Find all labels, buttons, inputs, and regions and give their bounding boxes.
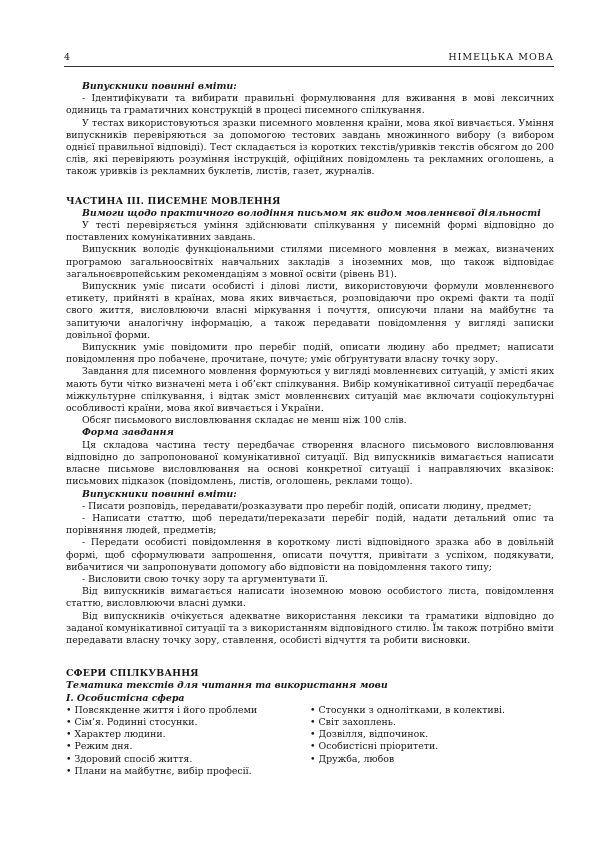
list-item: • Дозвілля, відпочинок.	[310, 729, 429, 741]
paragraph-reading-tests: У тестах використовуються зразки писемного мовлення країни, мова якої вивчається. Уміння випускників перевіряються за допомогою тестових завдань множинного вибору (з вибором однієї правильної відповіді). Тест складається із коротких текстів/уривків текстів обсягом до 200 слів, які перевіряють розуміння інструкцій, офіційних повідомлень та рекламних оголошень, а також уривків із рекламних буклетів, листів, газет, журналів.	[66, 117, 554, 178]
topics-column-left	[66, 705, 310, 778]
skills-item: - Передати особисті повідомлення в короткому листі відповідного зразка або в довільній формі, щоб сформулювати запрошення, описати почуття, привітати з успіхом, подякувати, вибачитися чи запропонувати допомогу або відповісти на повідомлення такого типу;	[66, 537, 554, 573]
running-title: НІМЕЦЬКА МОВА	[448, 52, 554, 63]
list-item: • Здоровий спосіб життя.	[66, 753, 193, 765]
list-item: • Сім’я. Родинні стосунки.	[66, 716, 198, 728]
list-item: • Повсякденне життя і його проблеми	[66, 704, 258, 716]
list-item: • Особистісні пріоритети.	[310, 741, 439, 753]
page-content	[66, 81, 554, 778]
list-item: • Стосунки з однолітками, в колективі.	[310, 704, 505, 716]
list-item: • Плани на майбутнє, вибір професії.	[66, 765, 252, 777]
paragraph: Випускник уміє писати особисті і ділові листи, використовуючи формули мовленнєвого етикету, прийняті в країнах, мова яких вивчається, розповідаючи про окремі факти та події свого життя, висловлюючи власні міркування і почуття, описуючи плани на майбутнє та запитуючи аналогічну інформацію, а також передавати повідомлення у вигляді записки довільної форми.	[66, 281, 554, 341]
paragraph: У тесті перевіряється уміння здійснювати спілкування у писемній формі відповідно до поставлених комунікативних завдань.	[66, 220, 554, 244]
paragraph: Від випускників очікується адекватне використання лексики та граматики відповідно до заданої комунікативної ситуації та з використанням відповідного стилю. Їм також потрібно вміти передавати власну точку зору, ставлення, особисті відчуття та робити висновки.	[66, 610, 554, 646]
paragraph: Випускник володіє функціональними стилями писемного мовлення в межах, визначених програмою загальноосвітніх навчальних закладів з іноземних мов, що також відповідає загальноєвропейським рекомендаціям з мовної освіти (рівень B1).	[66, 244, 554, 280]
paragraph: Від випускників вимагається написати іноземною мовою особистого листа, повідомлення статтю, висловлюючи власні думки.	[66, 586, 554, 610]
section-subtitle-spheres: Тематика текстів для читання та використання мови	[66, 680, 388, 692]
skills-heading-writing: Випускники повинні вміти:	[82, 488, 237, 500]
skills-item: - Написати статтю, щоб передати/переказати перебіг подій, надати детальний опис та порівняння людей, предметів;	[66, 512, 554, 537]
list-item: • Дружба, любов	[310, 753, 395, 765]
topics-list	[66, 705, 554, 778]
paragraph: Випускник уміє повідомити про перебіг подій, описати людину або предмет; написати повідомлення про побачене, прочитане, почуте; уміє обґрунтувати власну точку зору.	[66, 342, 554, 366]
paragraph-form: Ця складова частина тесту передбачає створення власного письмового висловлювання відповідно до запропонованої комунікативної ситуації. Від випускників вимагається написати власне письмове висловлювання на основі конкретної ситуації і направляючих вказівок: письмових підказок (повідомлень, листів, оголошень, реклами тощо).	[66, 439, 554, 488]
topics-column-right	[310, 705, 554, 778]
running-header	[64, 50, 554, 67]
section-subtitle-part3: Вимоги щодо практичного володіння письмом як видом мовленнєвої діяльності	[82, 207, 541, 219]
skills-item: - Висловити свою точку зору та аргументувати її.	[82, 573, 328, 585]
skills-item-reading: - Ідентифікувати та вибирати правильні формулювання для вживання в мові лексичних одиниць та граматичних конструкцій в процесі писемного спілкування.	[66, 93, 554, 117]
skills-item: - Писати розповідь, передавати/розказувати про перебіг подій, описати людину, предмет;	[82, 500, 532, 512]
paragraph: Завдання для писемного мовлення формуються у вигляді мовленнєвих ситуацій, у змісті яких мають бути чітко визначені мета і об’єкт спілкування. Вибір комунікативної ситуації передбачає міжкультурне спілкування, і відтак зміст мовленнєвих ситуацій має включати соціокультурні особливості країни, мова якої вивчається і України.	[66, 366, 554, 415]
section-title-spheres: СФЕРИ СПІЛКУВАННЯ	[66, 668, 199, 680]
list-item: • Режим дня.	[66, 741, 133, 753]
skills-heading-reading: Випускники повинні вміти:	[82, 81, 237, 92]
page-number: 4	[64, 52, 71, 63]
section-title-part3: ЧАСТИНА ІІІ. ПИСЕМНЕ МОВЛЕННЯ	[66, 195, 281, 207]
form-heading: Форма завдання	[82, 427, 174, 439]
sphere-heading: I. Особистісна сфера	[66, 692, 185, 704]
paragraph: Обсяг письмового висловлювання складає не менш ніж 100 слів.	[82, 415, 407, 427]
list-item: • Світ захоплень.	[310, 716, 396, 728]
list-item: • Характер людини.	[66, 729, 166, 741]
